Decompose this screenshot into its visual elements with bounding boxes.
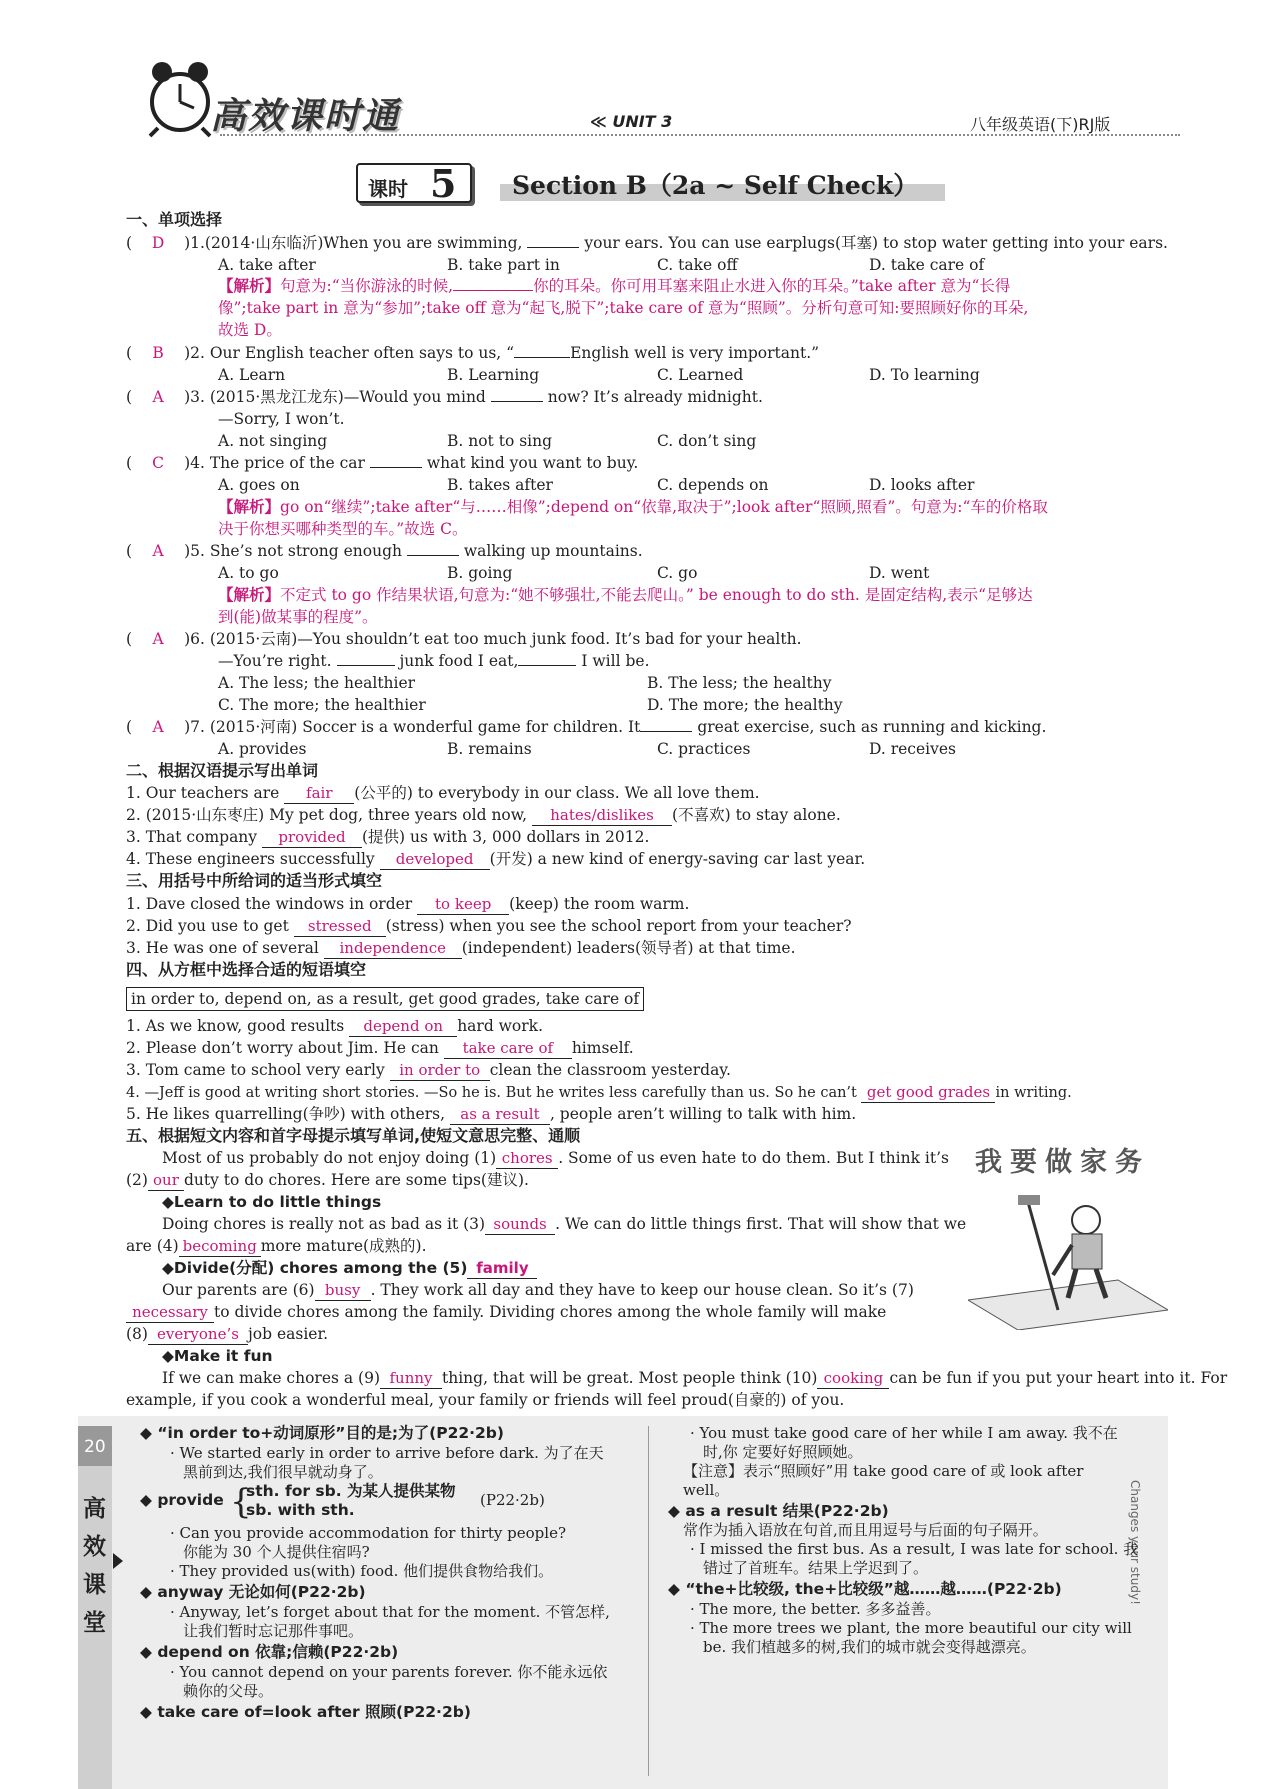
note-as-a-result-ex-1: · I missed the first bus. As a result, I was late for school. 我 bbox=[690, 1540, 1139, 1558]
s2-item-1: 1. Our teachers are fair (公平的) to everybody in our class. We all love them. bbox=[126, 784, 760, 802]
s4-item-4: 4. —Jeff is good at writing short stories. —So he is. But he writes less carefully than us. So he can’t get good grades in writing. bbox=[126, 1083, 1072, 1101]
q1-opt-a: A. take after bbox=[218, 256, 316, 274]
q4-opt-c: C. depends on bbox=[657, 476, 769, 494]
arrow-icon bbox=[113, 1553, 123, 1569]
q2-opt-a: A. Learn bbox=[218, 366, 286, 384]
phrase-box: in order to, depend on, as a result, get good grades, take care of bbox=[126, 987, 644, 1011]
note-take-care-of: ◆ take care of=look after 照顾(P22·2b) bbox=[140, 1703, 471, 1721]
note-anyway-ex-1: · Anyway, let’s forget about that for the moment. 不管怎样, bbox=[170, 1603, 610, 1621]
q6-opt-d: D. The more; the healthy bbox=[647, 696, 843, 714]
note-take-care-tip: 【注意】表示“照顾好”用 take good care of 或 look after bbox=[683, 1462, 1084, 1480]
page-number: 20 bbox=[84, 1437, 106, 1457]
q5-stem: ( A )5. She’s not strong enough walking up mountains. bbox=[126, 542, 643, 560]
passage-p2-2: are (4) becoming more mature(成熟的). bbox=[126, 1237, 427, 1255]
q2-opt-c: C. Learned bbox=[657, 366, 744, 384]
q2-stem: ( B )2. Our English teacher often says to us, “ English well is very important.” bbox=[126, 344, 820, 362]
note-take-care-ex-2: 时,你 定要好好照顾她。 bbox=[703, 1443, 863, 1461]
passage-p3-3: (8) everyone’s job easier. bbox=[126, 1325, 329, 1343]
q3-reply: —Sorry, I won’t. bbox=[218, 410, 345, 428]
q1-opt-b: B. take part in bbox=[447, 256, 560, 274]
note-the-more-ex-2: · The more trees we plant, the more beautiful our city will bbox=[690, 1619, 1132, 1637]
section-title: Section B（2a ~ Self Check） bbox=[512, 171, 919, 200]
section-2-heading: 二、根据汉语提示写出单词 bbox=[126, 761, 319, 780]
q4-explanation-2: 决于你想买哪种类型的车。”故选 C。 bbox=[218, 520, 468, 538]
q4-stem: ( C )4. The price of the car what kind you want to buy. bbox=[126, 454, 639, 472]
note-the-more-ex-1: · The more, the better. 多多益善。 bbox=[690, 1600, 941, 1618]
grade-label: 八年级英语(下)RJ版 bbox=[970, 115, 1111, 134]
q1-explanation-2: 像”;take part in 意为“参加”;take off 意为“起飞,脱下”;take care of 意为“照顾”。分析句意可知:要照顾好你的耳朵, bbox=[218, 299, 1029, 317]
note-provide-2: sb. with sth. bbox=[246, 1501, 355, 1519]
s2-item-4: 4. These engineers successfully developed (开发) a new kind of energy-saving car last year. bbox=[126, 850, 866, 868]
note-provide-ex-2: 你能为 30 个人提供住宿吗? bbox=[183, 1543, 370, 1561]
note-provide: ◆ provide bbox=[140, 1491, 224, 1509]
lesson-label: 课时 bbox=[368, 177, 408, 201]
s2-item-3: 3. That company provided (提供) us with 3, 000 dollars in 2012. bbox=[126, 828, 650, 846]
q6-opt-c: C. The more; the healthier bbox=[218, 696, 426, 714]
q7-opt-a: A. provides bbox=[218, 740, 307, 758]
note-as-a-result-ex-2: 错过了首班车。结果上学迟到了。 bbox=[703, 1559, 929, 1577]
section-3-heading: 三、用括号中所给词的适当形式填空 bbox=[126, 871, 383, 890]
s3-item-2: 2. Did you use to get stressed (stress) when you see the school report from your teacher? bbox=[126, 917, 852, 935]
q7-stem: ( A )7. (2015·河南) Soccer is a wonderful game for children. It great exercise, such as running and kicking. bbox=[126, 718, 1047, 736]
q7-opt-c: C. practices bbox=[657, 740, 751, 758]
lesson-badge bbox=[356, 161, 472, 206]
q6-opt-b: B. The less; the healthy bbox=[647, 674, 832, 692]
passage-heading-2: ◆Divide(分配) chores among the (5) family bbox=[162, 1258, 537, 1279]
note-depend-on-ex-1: · You cannot depend on your parents forever. 你不能永远依 bbox=[170, 1663, 608, 1681]
note-as-a-result: ◆ as a result 结果(P22·2b) bbox=[668, 1502, 889, 1520]
q5-opt-c: C. go bbox=[657, 564, 698, 582]
passage-p1-2: (2) our duty to do chores. Here are some tips(建议). bbox=[126, 1171, 529, 1189]
note-depend-on: ◆ depend on 依靠;信赖(P22·2b) bbox=[140, 1643, 399, 1661]
note-the-more: ◆ “the+比较级, the+比较级”越……越……(P22·2b) bbox=[668, 1580, 1062, 1598]
s4-item-2: 2. Please don’t worry about Jim. He can take care of himself. bbox=[126, 1039, 634, 1057]
passage-p3-2: necessary to divide chores among the family. Dividing chores among the whole family will make bbox=[126, 1302, 886, 1323]
q3-stem: ( A )3. (2015·黑龙江龙东)—Would you mind now? It’s already midnight. bbox=[126, 388, 763, 406]
q5-explanation-2: 到(能)做某事的程度”。 bbox=[218, 608, 378, 626]
side-tab-char-2: 效 bbox=[83, 1533, 106, 1560]
section-5-heading: 五、根据短文内容和首字母提示填写单词,使短文意思完整、通顺 bbox=[126, 1126, 581, 1145]
s2-item-2: 2. (2015·山东枣庄) My pet dog, three years old now, hates/dislikes (不喜欢) to stay alone. bbox=[126, 806, 841, 824]
note-provide-1: sth. for sb. 为某人提供某物 bbox=[246, 1482, 456, 1500]
vertical-slogan: Changes your study! bbox=[1128, 1480, 1142, 1605]
passage-p4-2: example, if you cook a wonderful meal, your family or friends will feel proud(自豪的) of you. bbox=[126, 1391, 845, 1409]
q4-opt-b: B. takes after bbox=[447, 476, 553, 494]
q7-opt-b: B. remains bbox=[447, 740, 532, 758]
q1-explanation: 【解析】句意为:“当你游泳的时候, 你的耳朵。你可用耳塞来阻止水进入你的耳朵。”take after 意为“长得 bbox=[218, 276, 1011, 295]
q3-opt-a: A. not singing bbox=[218, 432, 328, 450]
q7-opt-d: D. receives bbox=[869, 740, 957, 758]
q1-explanation-3: 故选 D。 bbox=[218, 321, 282, 339]
side-tab-char-1: 高 bbox=[83, 1495, 106, 1522]
q4-explanation: 【解析】go on“继续”;take after“与……相像”;depend on“依靠,取决于”;look after“照顾,照看”。句意为:“车的价格取 bbox=[218, 497, 1048, 516]
q6-stem: ( A )6. (2015·云南)—You shouldn’t eat too much junk food. It’s bad for your health. bbox=[126, 630, 802, 648]
q1-stem: ( D )1.(2014·山东临沂)When you are swimming, your ears. You can use earplugs(耳塞) to stop water getting into your ears. bbox=[126, 234, 1168, 252]
passage-p2: Doing chores is really not as bad as it (3) sounds . We can do little things first. That will show that we bbox=[162, 1215, 967, 1233]
s4-item-3: 3. Tom came to school very early in order to clean the classroom yesterday. bbox=[126, 1061, 731, 1079]
passage-p3: Our parents are (6) busy . They work all day and they have to keep our house clean. So it’s (7) bbox=[162, 1281, 914, 1299]
note-anyway-ex-2: 让我们暂时忘记那件事吧。 bbox=[183, 1622, 364, 1640]
q5-opt-d: D. went bbox=[869, 564, 930, 582]
note-as-a-result-desc: 常作为插入语放在句首,而且用逗号与后面的句子隔开。 bbox=[683, 1521, 1048, 1539]
note-in-order-to-ex-2: 黑前到达,我们很早就动身了。 bbox=[183, 1463, 383, 1481]
passage-heading-3: ◆Make it fun bbox=[162, 1347, 273, 1365]
s4-item-1: 1. As we know, good results depend on hard work. bbox=[126, 1017, 543, 1035]
s3-item-1: 1. Dave closed the windows in order to keep (keep) the room warm. bbox=[126, 895, 690, 913]
side-tab-char-4: 堂 bbox=[83, 1609, 106, 1636]
note-in-order-to-ex: · We started early in order to arrive before dark. 为了在天 bbox=[170, 1444, 604, 1462]
section-1-heading: 一、单项选择 bbox=[126, 210, 223, 229]
note-provide-ref: (P22·2b) bbox=[480, 1491, 545, 1509]
s3-item-3: 3. He was one of several independence (independent) leaders(领导者) at that time. bbox=[126, 939, 796, 957]
section-4-heading: 四、从方框中选择合适的短语填空 bbox=[126, 960, 367, 979]
unit-label: ≪ UNIT 3 bbox=[590, 112, 673, 131]
lesson-number: 5 bbox=[430, 161, 457, 206]
note-provide-ex-3: · They provided us(with) food. 他们提供食物给我们。 bbox=[170, 1562, 554, 1580]
note-provide-ex-1: · Can you provide accommodation for thirty people? bbox=[170, 1524, 566, 1542]
passage-p4: If we can make chores a (9) funny thing, that will be great. Most people think (10) cooking can be fun if you put your heart into it. For bbox=[162, 1369, 1228, 1387]
q3-opt-c: C. don’t sing bbox=[657, 432, 757, 450]
header bbox=[120, 50, 1180, 140]
side-tab-char-3: 课 bbox=[83, 1571, 106, 1598]
q4-opt-d: D. looks after bbox=[869, 476, 975, 494]
q5-opt-b: B. going bbox=[447, 564, 513, 582]
passage-p1: Most of us probably do not enjoy doing (1) chores . Some of us even hate to do them. But I think it’s bbox=[162, 1149, 949, 1167]
q2-opt-b: B. Learning bbox=[447, 366, 540, 384]
brand-logo: 高效课时通 bbox=[210, 96, 401, 137]
note-take-care-tip-2: well。 bbox=[683, 1481, 730, 1499]
chores-illustration bbox=[968, 1190, 1168, 1330]
note-take-care-ex-1: · You must take good care of her while I am away. 我不在 bbox=[690, 1424, 1118, 1442]
q5-opt-a: A. to go bbox=[218, 564, 279, 582]
note-anyway: ◆ anyway 无论如何(P22·2b) bbox=[140, 1583, 366, 1601]
q1-opt-c: C. take off bbox=[657, 256, 738, 274]
q6-opt-a: A. The less; the healthier bbox=[218, 674, 416, 692]
q2-opt-d: D. To learning bbox=[869, 366, 980, 384]
q6-reply: —You’re right. junk food I eat, I will be. bbox=[218, 652, 650, 670]
q3-opt-b: B. not to sing bbox=[447, 432, 553, 450]
q5-explanation: 【解析】不定式 to go 作结果状语,句意为:“她不够强壮,不能去爬山。” be enough to do sth. 是固定结构,表示“足够达 bbox=[218, 585, 1033, 604]
s4-item-5: 5. He likes quarrelling(争吵) with others, as a result , people aren’t willing to talk with him. bbox=[126, 1105, 857, 1123]
q1-opt-d: D. take care of bbox=[869, 256, 985, 274]
brace: { bbox=[230, 1482, 252, 1522]
note-the-more-ex-3: be. 我们植越多的树,我们的城市就会变得越漂亮。 bbox=[703, 1638, 1036, 1656]
picture-caption: 我要做家务 bbox=[975, 1147, 1150, 1178]
column-divider bbox=[648, 1426, 649, 1776]
note-in-order-to: ◆ “in order to+动词原形”目的是;为了(P22·2b) bbox=[140, 1424, 504, 1442]
passage-heading-1: ◆Learn to do little things bbox=[162, 1193, 382, 1211]
q4-opt-a: A. goes on bbox=[218, 476, 300, 494]
note-depend-on-ex-2: 赖你的父母。 bbox=[183, 1682, 274, 1700]
